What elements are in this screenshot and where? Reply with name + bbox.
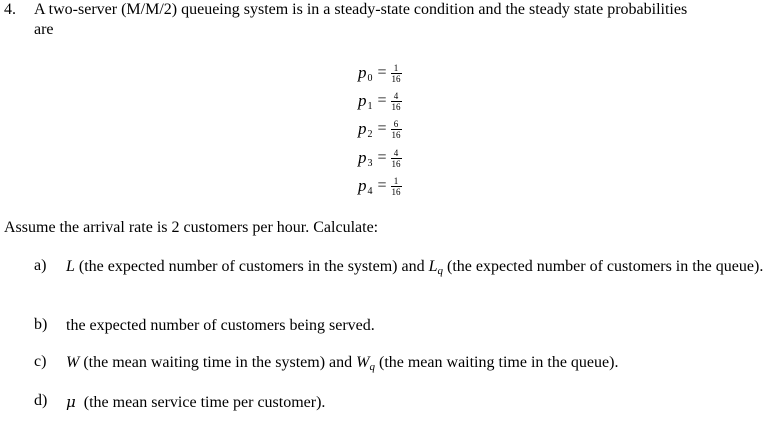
item-b-label: b): [34, 316, 48, 333]
equals-sign: =: [377, 149, 387, 166]
equals-sign: =: [377, 92, 387, 109]
item-c-label: c): [34, 353, 47, 370]
item-a-part1: (the expected number of customers in the system) and: [74, 258, 429, 275]
fraction: $\frac{6}{16}$: [391, 118, 401, 140]
question-number: 4.: [4, 1, 16, 18]
prob-variable: $p_3$: [358, 147, 373, 169]
assumption-text: Assume the arrival rate is 2 customers per hour. Calculate:: [4, 219, 379, 236]
equals-sign: =: [377, 177, 387, 194]
symbol-Lq: $L_q$: [428, 258, 443, 277]
probability-p1: [358, 88, 402, 114]
symbol-mu: μ: [66, 393, 76, 411]
symbol-L: L: [66, 258, 75, 275]
probability-p3: [358, 145, 402, 171]
item-d-text: [66, 392, 774, 413]
probability-p2: [358, 116, 402, 142]
fraction: $\frac{4}{16}$: [391, 147, 401, 169]
question-intro-line2: are: [34, 21, 54, 38]
probability-p4: [358, 173, 402, 199]
question-intro-line1: A two-server (M/M/2) queueing system is in a steady-state condition and the steady state probabilities: [34, 1, 688, 18]
symbol-Wq: $W_q$: [356, 354, 375, 373]
fraction: $\frac{4}{16}$: [391, 90, 401, 112]
symbol-W: W: [66, 354, 80, 371]
item-a-part2: (the expected number of customers in the queue).: [442, 258, 764, 275]
fraction: $\frac{1}{16}$: [391, 62, 401, 84]
probability-p0: [358, 60, 402, 86]
fraction: $\frac{1}{16}$: [391, 175, 401, 197]
prob-variable: $p_2$: [358, 118, 373, 140]
item-d-part: (the mean service time per customer).: [75, 394, 326, 411]
prob-variable: $p_0$: [358, 62, 373, 84]
prob-variable: $p_1$: [358, 90, 373, 112]
item-b-text: the expected number of customers being served.: [66, 317, 375, 334]
item-c-text: [66, 353, 774, 377]
item-c-part1: (the mean waiting time in the system) and: [79, 354, 357, 371]
item-d-label: d): [34, 392, 48, 409]
equals-sign: =: [377, 120, 387, 137]
item-a-text: [66, 257, 774, 281]
item-c-part2: (the mean waiting time in the queue).: [374, 354, 619, 371]
item-a-label: a): [34, 257, 47, 274]
equals-sign: =: [377, 64, 387, 81]
prob-variable: $p_4$: [358, 175, 373, 197]
